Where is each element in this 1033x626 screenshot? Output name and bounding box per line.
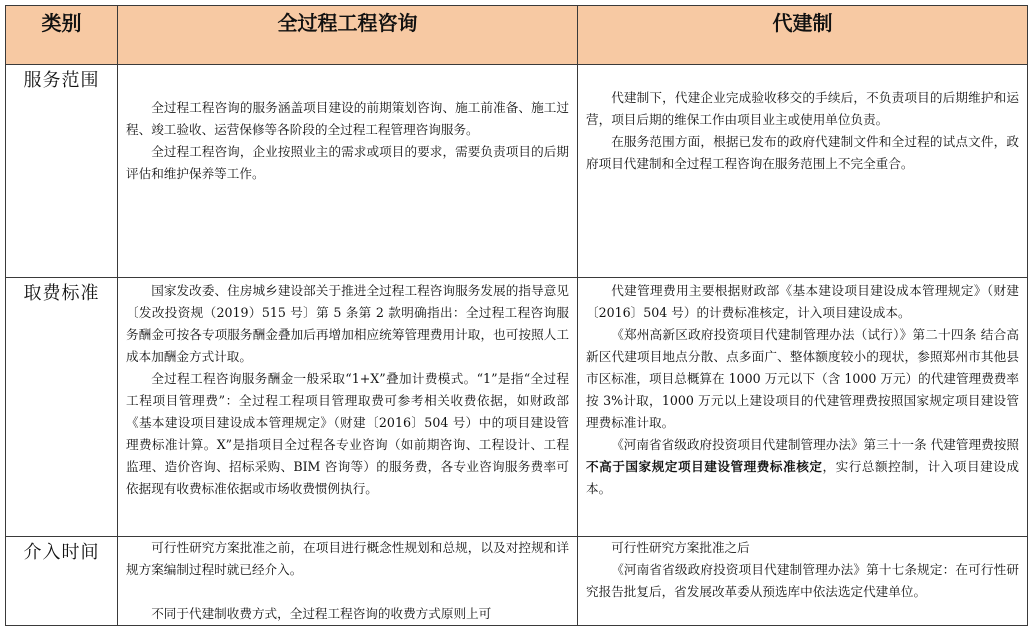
paragraph: 全过程工程咨询的服务涵盖项目建设的前期策划咨询、施工前准备、施工过程、竣工验收、运营保修等各阶段的全过程工程管理咨询服务。 — [126, 100, 569, 137]
paragraph: 代建制下，代建企业完成验收移交的手续后，不负责项目的后期维护和运营，项目后期的维保工作由项目业主或使用单位负责。 — [586, 90, 1019, 127]
paragraph — [586, 434, 1019, 500]
paragraph: 全过程工程咨询，企业按照业主的需求或项目的要求，需要负责项目的后期评估和维护保养等工作。 — [126, 144, 569, 181]
bold-text-run: 不高于国家规定项目建设管理费标准核定 — [586, 459, 823, 474]
cell-agent — [578, 537, 1028, 626]
text-run: ，实行总额控制，计入项目建设成本。 — [586, 459, 1020, 496]
paragraph: 国家发改委、住房城乡建设部关于推进全过程工程咨询服务发展的指导意见〔发改投资规（2019）515 号〕第 5 条第 2 款明确指出：全过程工程咨询服务酬金可按各专项服务酬金叠加后再增加相应统筹管理费用计取，也可按照人工成本加酬金方式计取。 — [126, 283, 569, 364]
cell-consulting — [118, 65, 578, 278]
text-run: 《河南省省级政府投资项目代建制管理办法》第三十一条 代建管理费按照 — [611, 437, 1019, 452]
header-category: 类别 — [6, 6, 118, 65]
cell-consulting — [118, 537, 578, 626]
header-row — [6, 6, 1028, 65]
cell-consulting — [118, 278, 578, 537]
paragraph: 代建管理费用主要根据财政部《基本建设项目建设成本管理规定》（财建〔2016〕504 号）的计费标准核定，计入项目建设成本。 — [586, 283, 1019, 320]
cell-agent — [578, 278, 1028, 537]
table-row-service-scope — [6, 65, 1028, 278]
paragraph: 全过程工程咨询服务酬金一般采取“1+X”叠加计费模式。“1”是指“全过程工程项目管理费”：全过程工程项目管理取费可参考相关收费依据，如财政部《基本建设项目建设成本管理规定》（财建〔2016〕504 号）中的项目建设管理费标准计算。X”是指项目全过程各专业咨询（如前期咨询、工程设计、工程监理、造价咨询、招标采购、BIM 咨询等）的服务费，各专业咨询服务费率可依据现有收费标准依据或市场收费惯例执行。 — [126, 371, 569, 496]
comparison-table — [5, 5, 1028, 626]
paragraph: 在服务范围方面，根据已发布的政府代建制文件和全过程的试点文件，政府项目代建制和全过程工程咨询在服务范围上不完全重合。 — [586, 134, 1019, 171]
row-category: 介入时间 — [6, 537, 118, 626]
paragraph: 《河南省省级政府投资项目代建制管理办法》第十七条规定：在可行性研究报告批复后，省发展改革委从预选库中依法选定代建单位。 — [586, 562, 1019, 599]
paragraph: 可行性研究方案批准之前，在项目进行概念性规划和总规，以及对控规和详规方案编制过程时就已经介入。 — [126, 540, 569, 577]
paragraph: 《郑州高新区政府投资项目代建制管理办法（试行）》第二十四条 结合高新区代建项目地点分散、点多面广、整体额度较小的现状，参照郑州市其他县市区标准，项目总概算在 1000 万元以下（含 1000 万元）的代建管理费费率按 3%计取，1000 万元以上建设项目的代建管理费按照国家规定项目建设管理费标准计取。 — [586, 327, 1019, 430]
header-whole-process-consulting: 全过程工程咨询 — [118, 6, 578, 65]
table-row-intervention-time — [6, 537, 1028, 626]
paragraph: 可行性研究方案批准之后 — [611, 540, 750, 555]
table-row-fee-standard — [6, 278, 1028, 537]
row-category: 取费标准 — [6, 278, 118, 537]
paragraph: 不同于代建制收费方式，全过程工程咨询的收费方式原则上可 — [151, 606, 492, 621]
row-category: 服务范围 — [6, 65, 118, 278]
header-agent-construction: 代建制 — [578, 6, 1028, 65]
cell-agent — [578, 65, 1028, 278]
